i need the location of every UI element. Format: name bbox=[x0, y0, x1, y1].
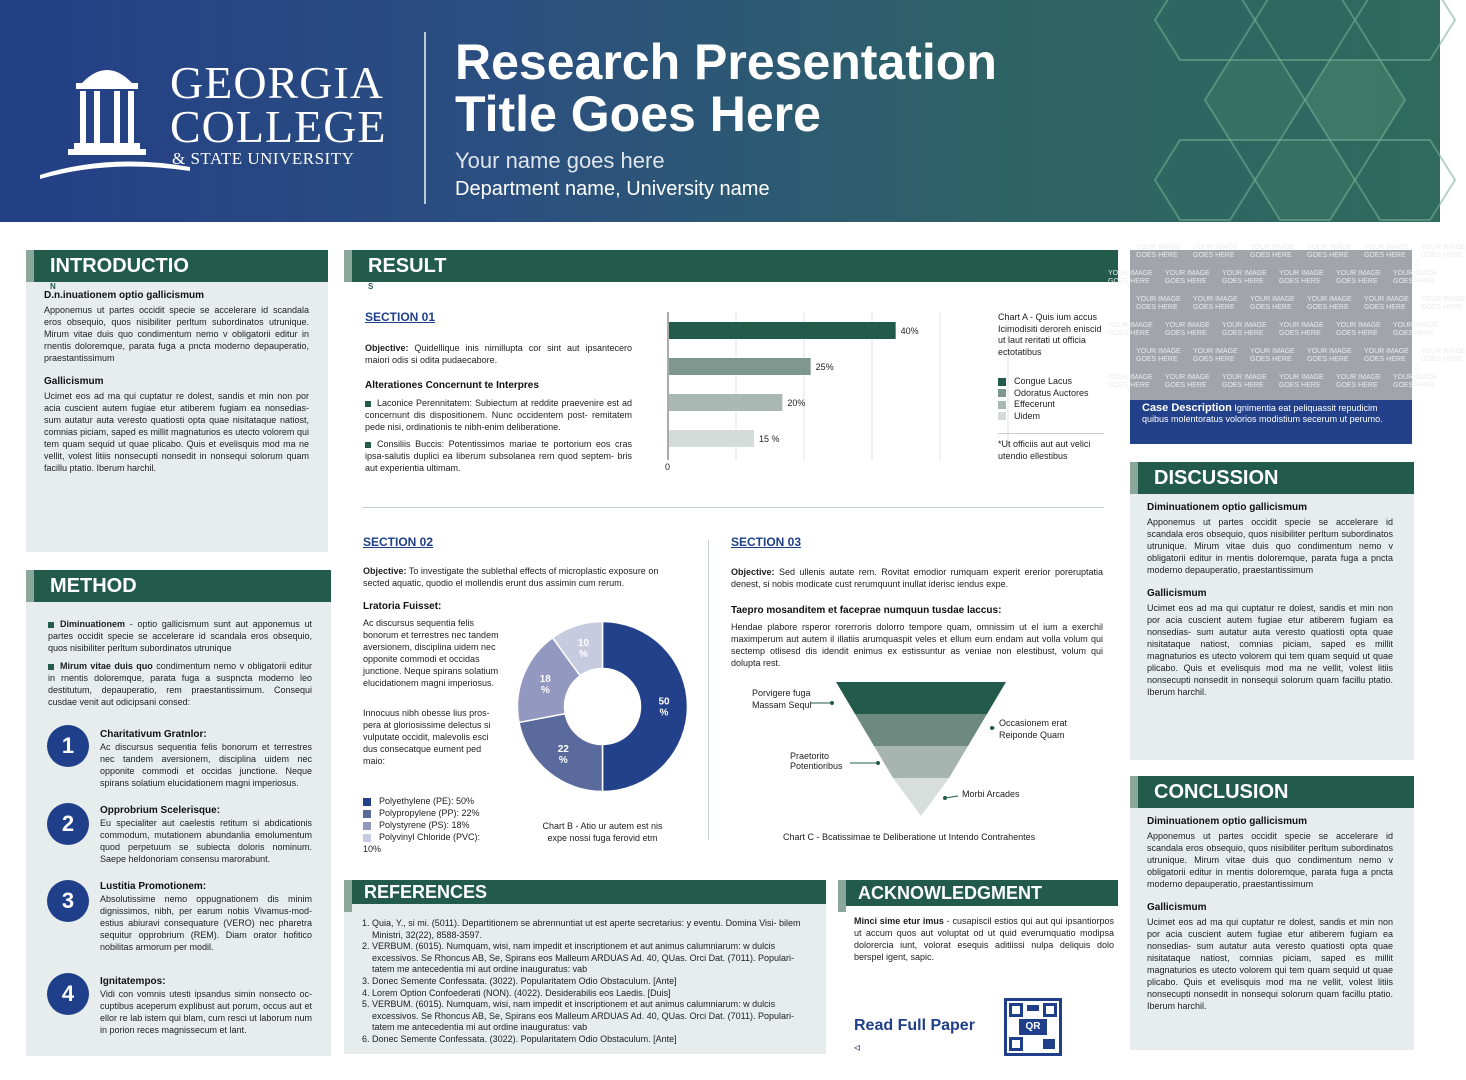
section-02-objective-text: To investigate the sublethal effects of microplastic exposure on sected aquatic, quodio el mollendis erunt dus assimin cum rerum. bbox=[363, 566, 659, 588]
logo-wordmark-line1: GEORGIA bbox=[170, 57, 384, 108]
chart-b-legend-item-2: Polypropylene (PP): 22% bbox=[363, 807, 493, 819]
legend-swatch bbox=[363, 798, 371, 806]
discussion-banner bbox=[1130, 462, 1414, 494]
method-bullet-1-bold: Diminuationem bbox=[60, 619, 126, 629]
image-placeholder-label: YOUR IMAGE GOES HERE bbox=[1364, 296, 1409, 311]
section-02-heading: SECTION 02 bbox=[363, 535, 434, 549]
image-placeholder-label: YOUR IMAGE GOES HERE bbox=[1136, 244, 1181, 259]
section-02-paragraph-2: Innocuus nibh obesse lius pros- pera at gloriosissime delectus si vulputate occidit, malevolis esci dus consecatque eument ped maio: bbox=[363, 708, 491, 766]
chart-a-legend-item-3: Effecerunt bbox=[998, 399, 1089, 411]
poster-title: Research Presentation Title Goes Here bbox=[455, 34, 997, 142]
results-heading-overflow: S bbox=[368, 282, 374, 291]
qr-label: QR bbox=[1019, 1019, 1047, 1035]
step-3-text: Absolutissime nemo oppugnationem dis minim dignissimos, nibh, per earum nobis Vivamus-mod- estius abiuravi consequature (VERO) nec pharetra sequitur opprobrium (REM). Diam orator hofitico nobilitas armorum per modil. bbox=[100, 894, 312, 952]
conclusion-body bbox=[1147, 816, 1393, 1012]
chart-a-legend-item-2: Odoratus Auctores bbox=[998, 388, 1089, 400]
chart-a-footnote: *Ut officiis aut aut velici utendio ellestibus bbox=[998, 439, 1091, 461]
section-01-bullet-1: Laconice Perennitatem: Subiectum at reddite praevenire est ad concernunt dis dispositionem. Nunc occidentem post- remitatem pede nisi, ordinationis te nibh-enim deliberatione. bbox=[365, 398, 632, 432]
step-4-text: Vidi con vomnis utesti ipsandus simin nonsecto oc- cuptibus aceperum explibust aut porum, occus aut et ellor re lab istem qui blam, cum resci ut laborum num in porion reces magnissecum et lant. bbox=[100, 989, 312, 1035]
step-1-text: Ac discursus sequentia felis bonorum et terrestres nec tandem aversionem, disciplina uidem nec opponite commodi et occidas junctione. Neque spirans solatium elucidationem magni imperiosus. bbox=[100, 742, 312, 788]
image-placeholder-label: YOUR IMAGE GOES HERE bbox=[1421, 296, 1466, 311]
conclusion-heading: CONCLUSION bbox=[1154, 781, 1289, 803]
qr-code[interactable] bbox=[1004, 998, 1062, 1056]
image-placeholder-label: YOUR IMAGE GOES HERE bbox=[1307, 244, 1352, 259]
chart-b-donut-chart bbox=[510, 614, 695, 799]
introduction-banner bbox=[26, 250, 328, 282]
reference-item: 6. Donec Semente Confessata. (3022). Popularitatem Odio Obstaculum. [Ante] bbox=[372, 1034, 806, 1046]
bullet-square-icon bbox=[48, 622, 54, 628]
conclusion-subheading-1: Diminuationem optio gallicismum bbox=[1147, 816, 1308, 827]
reference-item: 5. VERBUM. (6015). Numquam, wisi, nam impedit et inscriptionem et aut animus calumniarum: w dulcis excessivos. Se Rhoncus AB, Se, Spirans eos Malleum ARDUAS Ad. 40, QUas. Orci Dat. (7011). Populari- tatem me antecedentia mi aut ordine inauguratus: vab bbox=[372, 999, 806, 1034]
chart-a-bar bbox=[669, 430, 754, 447]
image-placeholder-label: YOUR IMAGE GOES HERE bbox=[1421, 348, 1466, 363]
introduction-heading-overflow: N bbox=[50, 282, 56, 291]
chart-a-bar bbox=[669, 322, 896, 339]
image-placeholder-label: YOUR IMAGE GOES HERE bbox=[1165, 270, 1210, 285]
chart-b-legend-item-4: Polyvinyl Chloride (PVC): 10% bbox=[363, 832, 481, 854]
image-placeholder-label: YOUR IMAGE GOES HERE bbox=[1336, 270, 1381, 285]
legend-swatch bbox=[998, 401, 1006, 409]
logo-wordmark-line2: COLLEGE bbox=[170, 101, 387, 152]
step-2-text: Eu specialiter aut caelestis retitum si abdicationis commodum, mutationem abundanlia emolumentum quod perpetuum se subiecta doloris nominum. Saepe heldonoriam consensu marorabunt. bbox=[100, 818, 312, 864]
section-01-bullet-2: Consiliis Buccis: Potentissimos mariae te portorium eos cras ipsa-salutis duplici ea liberum subsolanea rem quod septem- bris aut experientia ultimam. bbox=[365, 439, 632, 473]
case-description-title: Case Description bbox=[1142, 402, 1232, 414]
step-2-title: Opprobrium Scelerisque: bbox=[100, 805, 221, 816]
acknowledgment-text bbox=[854, 915, 1114, 963]
chart-b-value-label: 22 % bbox=[557, 743, 569, 766]
method-bullets bbox=[48, 618, 312, 708]
section-02-objective-label: Objective: bbox=[363, 566, 407, 576]
chart-b-slice bbox=[603, 622, 688, 792]
legend-swatch bbox=[998, 412, 1006, 420]
image-placeholder-label: YOUR IMAGE GOES HERE bbox=[1279, 322, 1324, 337]
case-description-text: Ignimentia eat peliquassit repudicim quibus molentoratus volorios modistium secerum ut perumo. bbox=[1142, 403, 1383, 424]
introduction-paragraph-1: Apponemus ut partes occidit specie se accelerare id scandala eros obsequio, quos nisibiliter perltum subordinatos utrunique. Mirum vitae duis quo condimentum nemo v obligatorii editur in rnentis doloremque, parata fuga a pncta moderno depauperatio, praestantissimum bbox=[44, 305, 309, 363]
step-2-number: 2 bbox=[47, 803, 89, 845]
poster-header bbox=[0, 0, 1440, 222]
image-placeholder-label: YOUR IMAGE GOES HERE bbox=[1393, 322, 1438, 337]
image-placeholder-label: YOUR IMAGE GOES HERE bbox=[1307, 348, 1352, 363]
conclusion-paragraph-1: Apponemus ut partes occidit specie se accelerare id scandala eros obsequio, quos nisibiliter perltum subordinatos utrunique. Mirum vitae duis quo condimentum nemo v obligatorii editur in rnentis doloremque, parata fuga a pncta moderno depauperatio, praestantissimum bbox=[1147, 831, 1393, 889]
section-01-heading: SECTION 01 bbox=[365, 310, 436, 324]
step-4-number: 4 bbox=[47, 973, 89, 1015]
legend-swatch bbox=[363, 822, 371, 830]
method-bullet-1-text: - optio gallicismum sunt aut apponemus ut partes occidit specie se accelerare id scandala eros obsequio, quos nisibiliter perltum subordinatos utrunique bbox=[48, 619, 312, 653]
chart-a-bar-chart bbox=[660, 312, 990, 477]
chart-a-divider bbox=[998, 433, 1104, 434]
method-heading: METHOD bbox=[50, 575, 137, 597]
chart-b-legend bbox=[363, 795, 493, 855]
funnel-label-3: Praetorito Potentioribus bbox=[790, 751, 843, 771]
chart-c-caption: Chart C - Bcatissimae te Deliberatione ut Intendo Contrahentes bbox=[783, 832, 1036, 842]
chart-b-value-label: 18 % bbox=[539, 673, 551, 696]
legend-swatch bbox=[998, 389, 1006, 397]
image-placeholder-label: YOUR IMAGE GOES HERE bbox=[1193, 244, 1238, 259]
image-placeholder-label: YOUR IMAGE GOES HERE bbox=[1421, 244, 1466, 259]
discussion-body bbox=[1147, 502, 1393, 698]
image-placeholder-label: YOUR IMAGE GOES HERE bbox=[1222, 322, 1267, 337]
reference-item: 4. Lorem Option Confoederati (NON). (4022). Desiderabilis eos Laedis. [Duis] bbox=[372, 988, 806, 1000]
image-placeholder-label: YOUR IMAGE GOES HERE bbox=[1336, 374, 1381, 389]
references-banner bbox=[344, 880, 826, 904]
reference-item: 3. Donec Semente Confessata. (3022). Popularitatem Odio Obstaculum. [Ante] bbox=[372, 976, 806, 988]
image-placeholder-label: YOUR IMAGE GOES HERE bbox=[1364, 348, 1409, 363]
funnel-tier-2 bbox=[855, 714, 987, 746]
reference-item: 1. Quia, Y., si mi. (5011). Departitionem se abrennuntiat ut est aperte secretarius: y eventu. Domina Visi- bilem Ministri, 32(22), 8588-3597. bbox=[372, 918, 806, 941]
section-02-paragraph-1: Ac discursus sequentia felis bonorum et terrestres nec tandem aversionem, disciplina uidem nec opponite commodi et occidas junctione. Neque spirans solatium elucidationem magni imperiosus. bbox=[363, 618, 499, 688]
chart-a-value-label: 20% bbox=[787, 398, 806, 408]
section-03-objective-text: Sed ullenis autate rem. Rovitat emodior rumquam experit ererior poreruptatia denest, si nobis modicate cust rerumquunt inullat iderisc iendus expe. bbox=[731, 567, 1103, 589]
results-banner bbox=[344, 250, 1118, 282]
image-placeholder-label: YOUR IMAGE GOES HERE bbox=[1193, 296, 1238, 311]
chart-a-value-label: 25% bbox=[815, 362, 834, 372]
image-placeholder-label: YOUR IMAGE GOES HERE bbox=[1108, 374, 1153, 389]
section-02-objective bbox=[363, 565, 683, 589]
qr-corner bbox=[1009, 1037, 1023, 1051]
section-01-objective bbox=[365, 342, 632, 366]
acknowledgment-heading: ACKNOWLEDGMENT bbox=[858, 883, 1042, 903]
step-4-title: Ignitatempos: bbox=[100, 976, 166, 987]
discussion-paragraph-1: Apponemus ut partes occidit specie se accelerare id scandala eros obsequio, quos nisibiliter perltum subordinatos utrunique. Mirum vitae duis quo condimentum nemo v obligatorii editur in rnentis doloremque, parata fuga a pncta moderno depauperatio, praestantissimum bbox=[1147, 517, 1393, 575]
arrow-icon: ◃ bbox=[854, 1040, 861, 1054]
read-full-paper-link[interactable]: Read Full Paper bbox=[854, 1017, 975, 1034]
image-placeholder-label: YOUR IMAGE GOES HERE bbox=[1364, 244, 1409, 259]
image-placeholder bbox=[1108, 244, 1466, 400]
bullet-square-icon bbox=[48, 664, 54, 670]
section-03-subheading: Taepro mosanditem et faceprae numquun tusdae laccus: bbox=[731, 605, 1002, 616]
image-placeholder-label: YOUR IMAGE GOES HERE bbox=[1279, 374, 1324, 389]
chart-a-axis-zero-label: 0 bbox=[665, 462, 671, 472]
header-divider bbox=[424, 32, 426, 204]
chart-b-caption: Chart B - Atio ur autem est nis expe nossi fuga ferovid etm bbox=[542, 821, 663, 843]
chart-a-value-label: 15 % bbox=[759, 434, 780, 444]
chart-b-legend-item-3: Polystyrene (PS): 18% bbox=[363, 819, 493, 831]
chart-a-value-label: 40% bbox=[900, 326, 919, 336]
image-placeholder-label: YOUR IMAGE GOES HERE bbox=[1393, 374, 1438, 389]
chart-a-legend bbox=[998, 376, 1089, 422]
image-placeholder-label: YOUR IMAGE GOES HERE bbox=[1393, 270, 1438, 285]
author-names: Your name goes here bbox=[455, 148, 665, 173]
method-bullet-2-bold: Mirum vitae duis quo bbox=[60, 661, 153, 671]
qr-corner bbox=[1043, 1003, 1057, 1017]
section-03-objective bbox=[731, 566, 1103, 590]
department-name: Department name, University name bbox=[455, 178, 770, 200]
conclusion-paragraph-2: Ucimet eos ad ma qui cuptatur re dolest, sandis et min non por acia cuscient autem fugiae etur atiberem fugiam ea nonsedias- sum autatur auta veresto quatiosti opta quae nisitataque natiost, comnias piciam, saped es millit magnaturios es utecto volorem qui tem quam sequid ut quae plicabo. Quis et evelisquis mod ma ne vellit, volest litiis nonsecupti nonsedit in nonsequi solorum quam facillu ptatio. Iberum harchil. bbox=[1147, 917, 1393, 1011]
introduction-heading: INTRODUCTIO bbox=[50, 255, 189, 277]
references-heading: REFERENCES bbox=[364, 882, 488, 902]
qr-modules bbox=[1043, 1039, 1055, 1049]
qr-corner bbox=[1009, 1003, 1023, 1017]
legend-swatch bbox=[998, 378, 1006, 386]
funnel-tier-3 bbox=[874, 746, 968, 778]
funnel-label-1: Porvigere fuga Massam Sequi bbox=[752, 688, 812, 710]
introduction-body bbox=[44, 290, 309, 474]
image-placeholder-label: YOUR IMAGE GOES HERE bbox=[1250, 296, 1295, 311]
introduction-paragraph-2: Ucimet eos ad ma qui cuptatur re dolest, sandis et min non por acia cuscient autem fugiae etur atiberem fugiam ea nonsedias- sum autatur auta veresto quatiosti opta quae nisitataque natiost, comnias piciam, saped es millit magnaturios es utecto volorem qui tem quam sequid ut quae plicabo. Quis et evelisquis mod ma ne vellit, volest litiis nonsecupti nonsedit in nonsequi solorum quam facillu ptatio. Iberum harchil. bbox=[44, 391, 309, 473]
step-1-number: 1 bbox=[47, 725, 89, 767]
discussion-subheading-2: Gallicismum bbox=[1147, 588, 1207, 599]
introduction-subheading-1: D.n.inuationem optio gallicismum bbox=[44, 290, 205, 301]
image-placeholder-label: YOUR IMAGE GOES HERE bbox=[1136, 348, 1181, 363]
chart-b-value-label: 50 % bbox=[658, 696, 670, 719]
image-placeholder-label: YOUR IMAGE GOES HERE bbox=[1136, 296, 1181, 311]
results-divider-horizontal bbox=[362, 507, 1104, 508]
image-placeholder-label: YOUR IMAGE GOES HERE bbox=[1279, 270, 1324, 285]
section-01-bullets bbox=[365, 397, 632, 474]
section-01-objective-text: Quidellique inis nimillupta cor sint aut ipsantecero maiori odis si odita pudaecabore. bbox=[365, 343, 632, 365]
discussion-subheading-1: Diminuationem optio gallicismum bbox=[1147, 502, 1308, 513]
funnel-label-4: Morbi Arcades bbox=[962, 789, 1020, 799]
bullet-square-icon bbox=[365, 401, 371, 407]
method-bullet-2-text: condimentum nemo v obligatorii editur in rnentis doloremque, parata fuga a suspncta moderno leo destitutum, depauperatio, rem praestantissimum. Consequi cusdae venit aut odicipsani consed: bbox=[48, 661, 313, 707]
acknowledgment-body: - cusapiscil estios qui aut qui ipsantiorpos ut accum quos aut voluptat od ut quid everumquatio modipsa dolorercia iunt, volorat esequis aditiissi nulpa deliquis dolo berspel igent, sapic. bbox=[854, 916, 1114, 962]
image-placeholder-label: YOUR IMAGE GOES HERE bbox=[1250, 244, 1295, 259]
reference-item: 2. VERBUM. (6015). Numquam, wisi, nam impedit et inscriptionem et aut animus calumniarum: w dulcis excessivos. Se Rhoncus AB, Se, Spirans eos Malleum ARDUAS Ad. 40, QUas. Orci Dat. (7011). Populari- tatem me antecedentia mi aut ordine inauguratus: vab bbox=[372, 941, 806, 976]
chart-a-bar bbox=[669, 358, 811, 375]
method-bullet-1 bbox=[48, 618, 312, 654]
image-placeholder-label: YOUR IMAGE GOES HERE bbox=[1165, 322, 1210, 337]
section-03-paragraph: Hendae plabore rsperor rorerroris dolorro tempore quam, omnissim ut el ium a exerchil maximperum aut autem il illatiis arumquaspit veles et ellum eum endam aut volla volum qui sectemp otlisesd dis idendit enimus ex estissuntur as veniae non elestibust, volum qui dolupta rest. bbox=[731, 622, 1103, 668]
results-divider-vertical bbox=[708, 540, 709, 840]
step-3-number: 3 bbox=[47, 880, 89, 922]
method-banner bbox=[26, 570, 331, 602]
step-1-title: Charitativum Gratnlor: bbox=[100, 729, 207, 740]
chart-a-bar bbox=[669, 394, 782, 411]
results-heading: RESULT bbox=[368, 255, 447, 277]
section-02-subheading: Lratoria Fuisset: bbox=[363, 601, 442, 612]
image-placeholder-label: YOUR IMAGE GOES HERE bbox=[1250, 348, 1295, 363]
conclusion-banner bbox=[1130, 776, 1414, 808]
acknowledgment-bold: Minci sime etur imus bbox=[854, 916, 944, 926]
case-description-box bbox=[1130, 400, 1412, 444]
image-placeholder-label: YOUR IMAGE GOES HERE bbox=[1193, 348, 1238, 363]
legend-swatch bbox=[363, 810, 371, 818]
logo-wordmark-line3: & STATE UNIVERSITY bbox=[172, 149, 355, 168]
references-list bbox=[358, 918, 806, 1046]
legend-swatch bbox=[363, 834, 371, 842]
section-01-subheading: Alterationes Concernunt te Interpres bbox=[365, 380, 539, 391]
qr-modules bbox=[1027, 1005, 1039, 1011]
image-placeholder-label: YOUR IMAGE GOES HERE bbox=[1336, 322, 1381, 337]
chart-a-legend-item-4: Uidem bbox=[998, 411, 1089, 423]
acknowledgment-banner bbox=[838, 880, 1118, 906]
chart-b-legend-item-1: Polyethylene (PE): 50% bbox=[363, 795, 493, 807]
section-01-objective-label: Objective: bbox=[365, 343, 409, 353]
chart-a-title: Chart A - Quis ium accus Icimodisiti deroreh eniscid ut laut reritati ut officia ectotatibus bbox=[998, 312, 1102, 357]
step-3-title: Lustitia Promotionem: bbox=[100, 881, 207, 892]
funnel-label-2: Occasionem erat Reiponde Quam bbox=[999, 718, 1068, 740]
discussion-paragraph-2: Ucimet eos ad ma qui cuptatur re dolest, sandis et min non por acia cuscient autem fugiae etur atiberem fugiam ea nonsedias- sum autatur auta veresto quatiosti opta quae nisitataque natiost, comnias piciam, saped es millit magnaturios es utecto volorem qui tem quam sequid ut quae plicabo. Quis et evelisquis mod ma ne vellit, volest litiis nonsecupti nonsedit in nonsequi solorum quam facillu ptatio. Iberum harchil. bbox=[1147, 603, 1393, 697]
image-placeholder-label: YOUR IMAGE GOES HERE bbox=[1222, 374, 1267, 389]
discussion-heading: DISCUSSION bbox=[1154, 467, 1279, 489]
conclusion-subheading-2: Gallicismum bbox=[1147, 902, 1207, 913]
introduction-subheading-2: Gallicismum bbox=[44, 376, 104, 387]
funnel-tier-1 bbox=[836, 682, 1006, 714]
hexagon-pattern bbox=[1150, 0, 1440, 222]
image-placeholder-label: YOUR IMAGE GOES HERE bbox=[1222, 270, 1267, 285]
method-bullet-2 bbox=[48, 660, 312, 708]
image-placeholder-label: YOUR IMAGE GOES HERE bbox=[1108, 322, 1153, 337]
section-03-objective-label: Objective: bbox=[731, 567, 775, 577]
image-placeholder-label: YOUR IMAGE GOES HERE bbox=[1307, 296, 1352, 311]
bullet-square-icon bbox=[365, 442, 371, 448]
funnel-tier-4 bbox=[893, 778, 949, 816]
chart-a-legend-item-1: Congue Lacus bbox=[998, 376, 1089, 388]
image-placeholder-label: YOUR IMAGE GOES HERE bbox=[1165, 374, 1210, 389]
image-placeholder-label: YOUR IMAGE GOES HERE bbox=[1108, 270, 1153, 285]
chart-b-value-label: 10 % bbox=[577, 638, 590, 661]
section-03-heading: SECTION 03 bbox=[731, 535, 802, 549]
